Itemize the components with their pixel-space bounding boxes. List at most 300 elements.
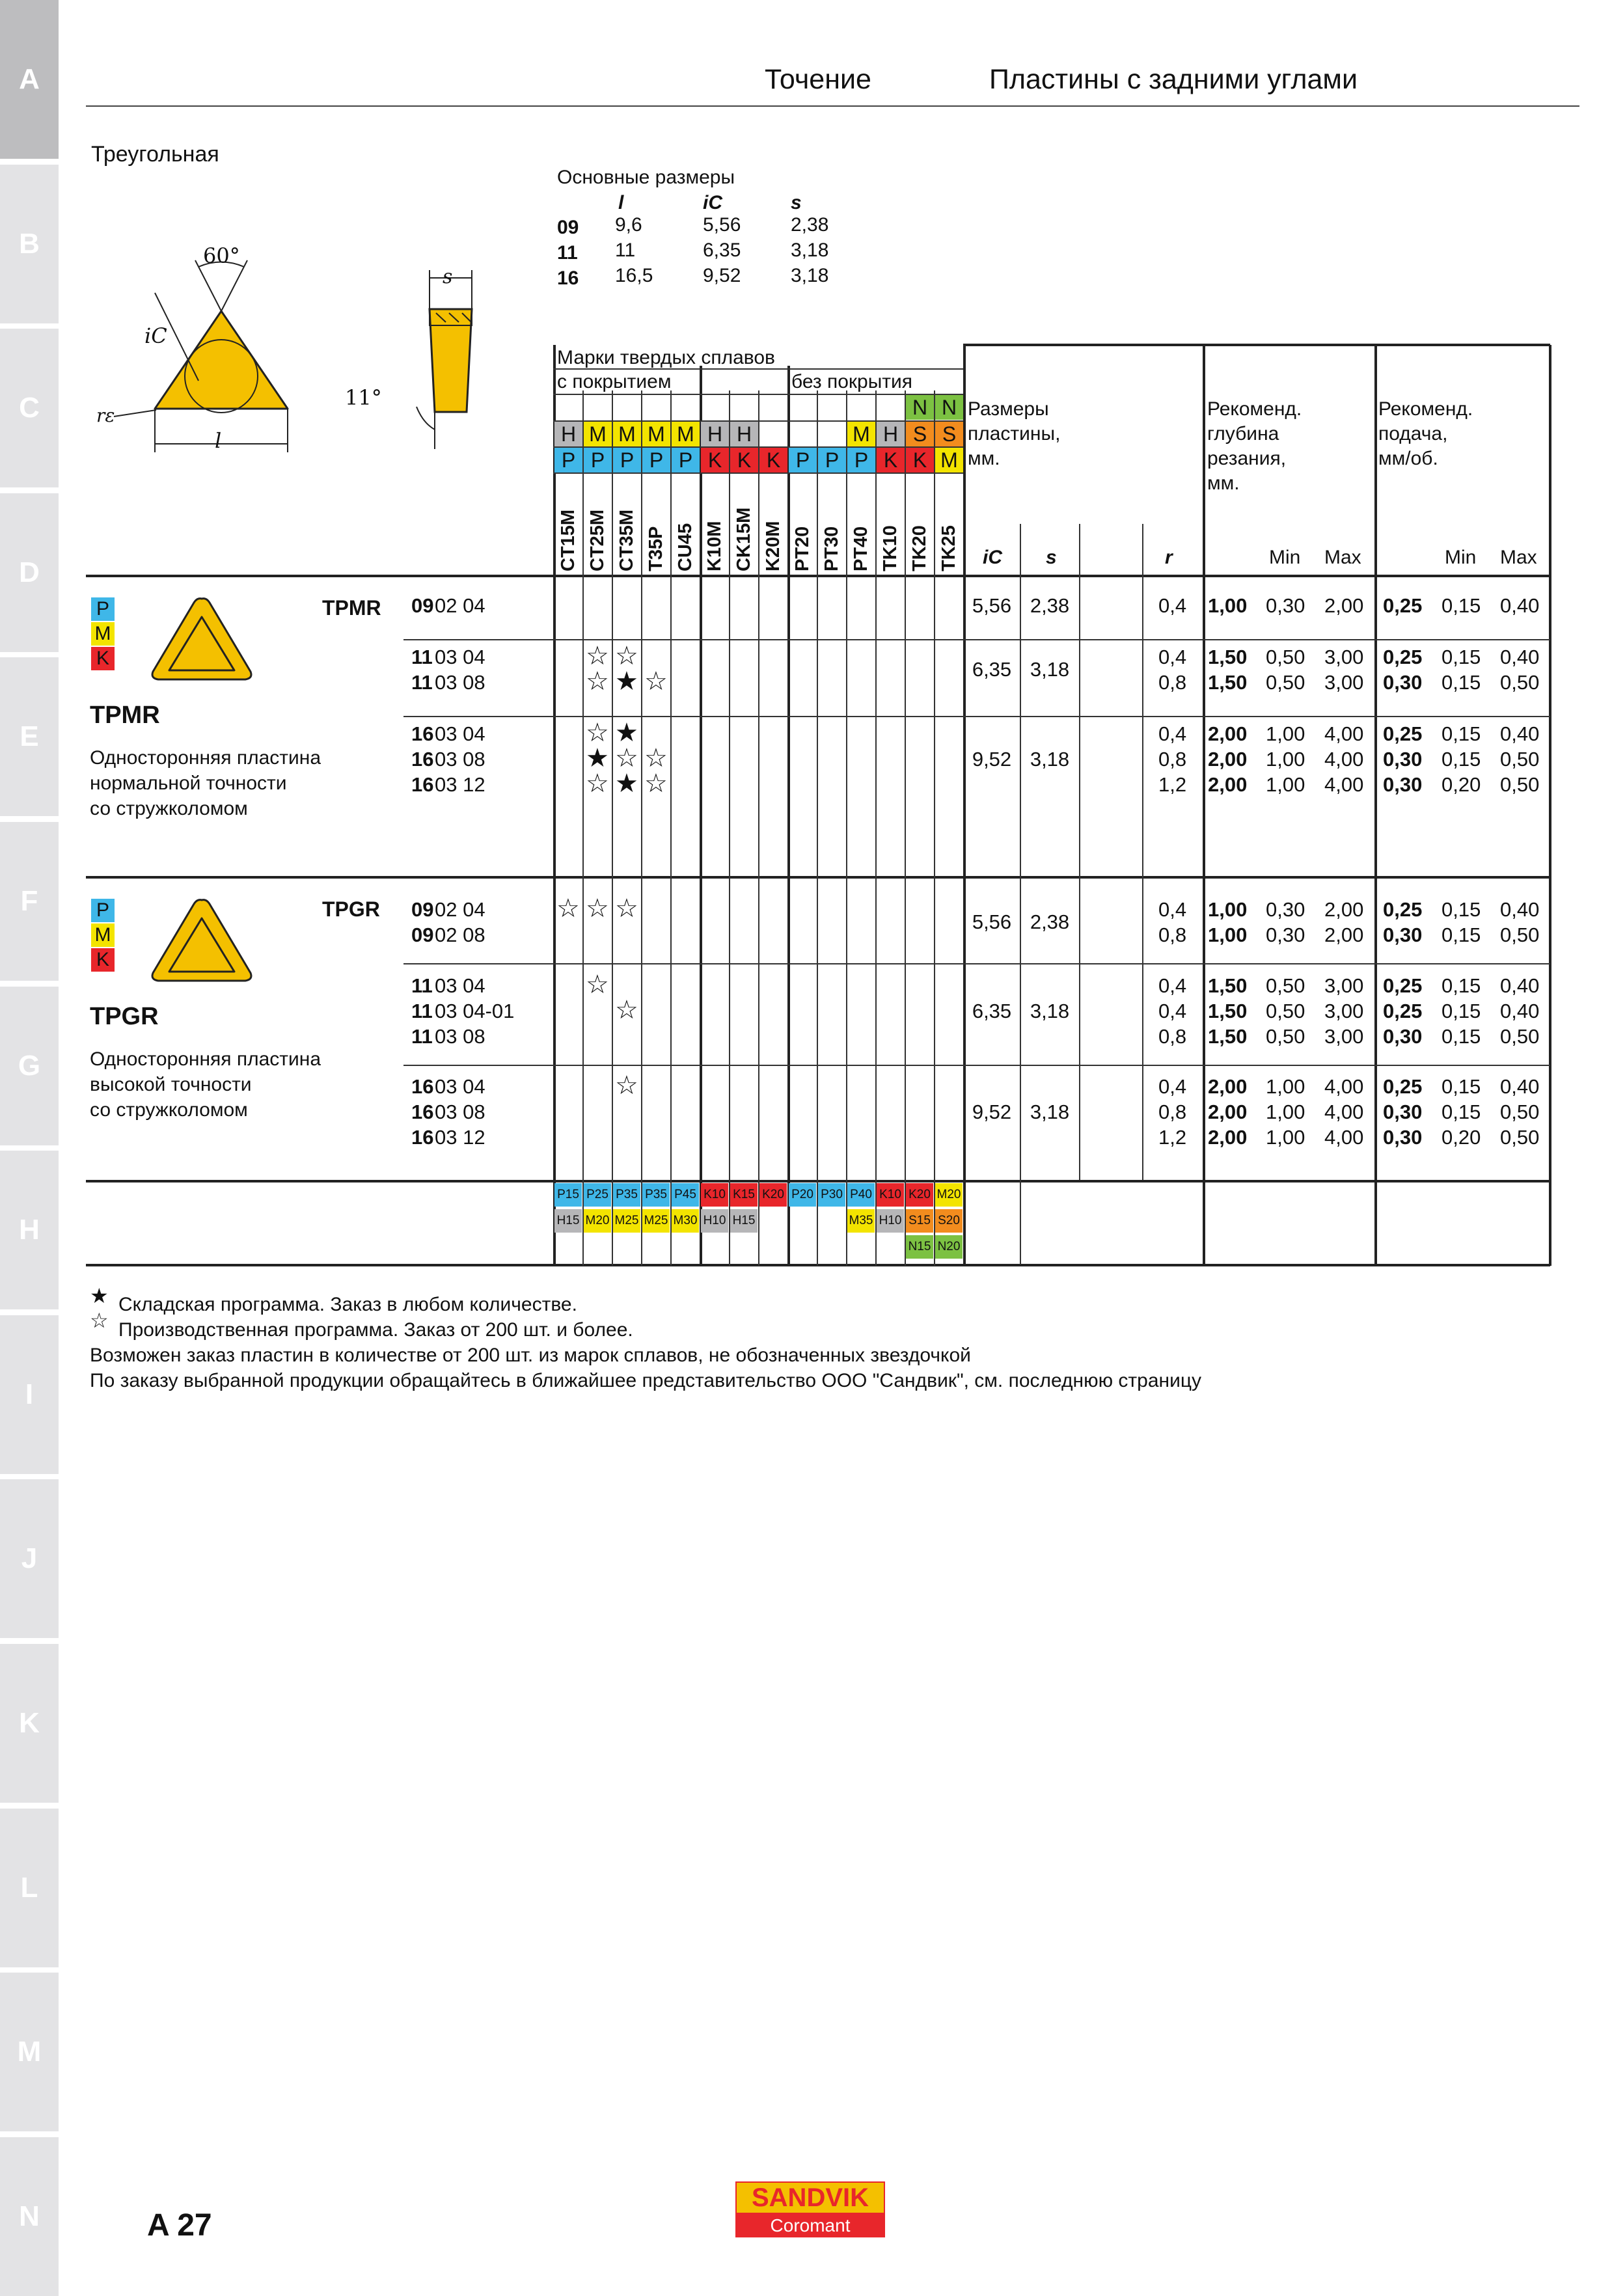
iso-badge-m: M	[91, 622, 115, 646]
corner-radius: 0,4	[1158, 898, 1187, 921]
insert-size-code: 03 04-01	[435, 1000, 515, 1022]
insert-size-code: 02 08	[435, 923, 485, 946]
depth-min-header: Min	[1269, 547, 1301, 568]
depth-min: 1,00	[1266, 1075, 1305, 1098]
side-tab-m: M	[0, 1973, 59, 2131]
size-s: 3,18	[1030, 747, 1070, 771]
side-tab-c: C	[0, 329, 59, 487]
depth-min: 0,30	[1266, 594, 1305, 617]
feed-recommended: 0,25	[1383, 646, 1423, 668]
depth-min: 1,00	[1266, 1126, 1305, 1149]
header-bottom-line	[86, 575, 1550, 577]
grade-code-cell: H10	[877, 1209, 904, 1233]
feed-recommended: 0,25	[1383, 1000, 1423, 1022]
depth-min: 0,50	[1266, 671, 1305, 694]
corner-radius: 0,8	[1158, 748, 1187, 771]
depth-recommended: 1,50	[1208, 1025, 1248, 1048]
star-outline-icon: ☆	[586, 642, 609, 670]
depth-recommended: 1,00	[1208, 898, 1248, 921]
grade-name: CT35M	[616, 509, 637, 571]
logo-brand: SANDVIK	[735, 2181, 885, 2214]
star-outline-icon: ☆	[586, 718, 609, 747]
iso-badge-k: K	[91, 948, 115, 972]
grades-title: Марки твердых сплавов	[557, 347, 775, 368]
side-tab-d: D	[0, 493, 59, 652]
grade-col-line	[612, 390, 613, 1266]
feed-max: 0,50	[1500, 748, 1540, 771]
depth-recommended: 2,00	[1208, 773, 1248, 796]
l-label: l	[215, 428, 222, 453]
grade-col-line	[875, 390, 877, 1266]
grade-code-cell: S20	[935, 1209, 963, 1233]
depth-max: 4,00	[1324, 1126, 1364, 1149]
feed-max: 0,50	[1500, 1100, 1540, 1123]
insert-size-prefix: 11	[411, 646, 433, 668]
size-s: 2,38	[1030, 594, 1070, 617]
corner-radius: 0,4	[1158, 1000, 1187, 1022]
group-separator	[403, 963, 1550, 964]
feed-max: 0,50	[1500, 671, 1540, 694]
feed-max: 0,40	[1500, 594, 1540, 617]
dims-ic: 6,35	[703, 239, 741, 261]
iso-badge-p: P	[91, 597, 115, 621]
depth-max: 4,00	[1324, 1100, 1364, 1123]
depth-max: 2,00	[1324, 923, 1364, 946]
sandvik-logo	[735, 2181, 885, 2237]
star-outline-icon: ☆	[615, 744, 638, 772]
insert-size-prefix: 11	[411, 1025, 433, 1048]
grade-code-cell: M25	[613, 1209, 640, 1233]
depth-min: 1,00	[1266, 773, 1305, 796]
iso-cell-m: M	[672, 422, 700, 446]
dims-ic: 9,52	[703, 265, 741, 286]
grade-code-cell: P35	[613, 1183, 640, 1207]
grade-col-line	[582, 390, 584, 1266]
feed-min: 0,15	[1441, 898, 1481, 921]
dims-code: 16	[557, 267, 579, 289]
iso-cell-s: S	[906, 422, 934, 446]
iso-cell-h: H	[877, 422, 905, 446]
col-s-header: s	[1046, 547, 1057, 568]
insert-size-prefix: 09	[411, 594, 434, 617]
grade-code-cell: S15	[906, 1209, 933, 1233]
corner-radius: 0,4	[1158, 646, 1187, 668]
grade-code-cell: M30	[672, 1209, 699, 1233]
feed-max: 0,40	[1500, 646, 1540, 668]
feed-recommended: 0,25	[1383, 594, 1423, 617]
feed-min-header: Min	[1445, 547, 1477, 568]
grade-col-line	[729, 390, 730, 1266]
feed-recommended: 0,25	[1383, 1075, 1423, 1098]
grade-code-cell: K15	[730, 1183, 758, 1207]
iso-cell-k: K	[730, 448, 758, 472]
side-tab-j: J	[0, 1479, 59, 1638]
side-tab-i: I	[0, 1315, 59, 1474]
col-ic-header: iC	[983, 547, 1002, 568]
star-outline-icon: ☆	[615, 1071, 638, 1100]
grade-code-cell: N15	[906, 1235, 933, 1259]
feed-min: 0,20	[1441, 1126, 1481, 1149]
depth-recommended: 1,00	[1208, 923, 1248, 946]
corner-radius: 0,4	[1158, 594, 1187, 617]
dims-s: 2,38	[791, 214, 829, 236]
corner-radius: 0,4	[1158, 722, 1187, 745]
grade-name: CT15M	[558, 509, 579, 571]
grade-name: K10M	[704, 521, 725, 571]
grade-col-line	[787, 366, 790, 1266]
grade-code-cell: K20	[906, 1183, 933, 1207]
iso-cell-h: H	[554, 422, 582, 446]
iso-cell-m: M	[613, 422, 641, 446]
depth-min: 1,00	[1266, 722, 1305, 745]
iso-cell-m: M	[642, 422, 670, 446]
depth-recommended: 1,50	[1208, 671, 1248, 694]
star-filled-icon: ★	[615, 718, 638, 747]
feed-max: 0,40	[1500, 898, 1540, 921]
side-tab-a: A	[0, 0, 59, 159]
insert-size-prefix: 11	[411, 1000, 433, 1022]
product-desc: Односторонняя пластина	[90, 1048, 321, 1070]
grade-col-line	[963, 345, 966, 1266]
star-outline-icon: ☆	[615, 996, 638, 1024]
right-head-top	[963, 344, 1550, 346]
insert-size-code: 02 04	[435, 594, 485, 617]
insert-size-prefix: 16	[411, 722, 434, 745]
depth-max: 2,00	[1324, 898, 1364, 921]
insert-icon	[146, 592, 257, 690]
grade-name: PT30	[821, 526, 842, 571]
side-tabs	[0, 0, 59, 2283]
size-s: 3,18	[1030, 1100, 1070, 1123]
feed-max: 0,50	[1500, 1126, 1540, 1149]
ic-label: iC	[144, 323, 167, 348]
note-line4: По заказу выбранной продукции обращайтесь в ближайшее представительство ООО "Сандвик", см. последнюю страницу	[90, 1370, 1202, 1391]
grade-code-cell: M20	[935, 1183, 963, 1207]
grade-col-line	[553, 345, 556, 1266]
insert-size-code: 03 08	[435, 1025, 485, 1048]
logo-sub: Coromant	[735, 2214, 885, 2237]
star-outline-icon: ☆	[556, 894, 580, 923]
star-outline-icon: ☆	[586, 769, 609, 798]
group-separator	[403, 716, 1550, 717]
insert-size-code: 02 04	[435, 898, 485, 921]
size-col-line	[1020, 1180, 1021, 1264]
size-s: 3,18	[1030, 999, 1070, 1022]
feed-min: 0,15	[1441, 594, 1481, 617]
side-view-diagram	[338, 257, 508, 452]
depth-max: 4,00	[1324, 748, 1364, 771]
grades-title-line	[553, 368, 963, 370]
depth-recommended: 1,50	[1208, 1000, 1248, 1022]
feed-max: 0,40	[1500, 722, 1540, 745]
table-bottom-line	[86, 1264, 1550, 1266]
side-tab-h: H	[0, 1151, 59, 1309]
depth-min: 0,50	[1266, 974, 1305, 997]
feed-header: Рекоменд.	[1378, 398, 1473, 420]
iso-cell-m: M	[584, 422, 612, 446]
depth-min: 1,00	[1266, 1100, 1305, 1123]
product-code: TPMR	[322, 596, 381, 620]
star-filled-icon: ★	[615, 667, 638, 696]
product-name: TPGR	[90, 1003, 159, 1030]
grade-col-line	[905, 390, 906, 1266]
feed-max-header: Max	[1500, 547, 1537, 568]
feed-recommended: 0,25	[1383, 974, 1423, 997]
size-col-line	[1020, 524, 1021, 1180]
corner-radius: 0,8	[1158, 923, 1187, 946]
dims-l: 9,6	[615, 214, 642, 236]
grade-code-cell: M20	[584, 1209, 611, 1233]
feed-min: 0,15	[1441, 1100, 1481, 1123]
grade-name: T35P	[646, 526, 666, 571]
depth-max: 3,00	[1324, 974, 1364, 997]
iso-cell-h: H	[701, 422, 729, 446]
group-separator	[403, 1065, 1550, 1066]
feed-min: 0,15	[1441, 974, 1481, 997]
angle-11-label: 11°	[345, 385, 382, 410]
grade-code-cell: P25	[584, 1183, 611, 1207]
grade-col-line	[641, 390, 642, 1266]
feed-max: 0,40	[1500, 1000, 1540, 1022]
grade-name: TK20	[909, 525, 930, 571]
footer-top-line	[86, 1180, 1550, 1182]
iso-badge-p: P	[91, 899, 115, 922]
star-outline-icon: ☆	[644, 744, 668, 772]
depth-max: 4,00	[1324, 773, 1364, 796]
dims-header-0: l	[618, 192, 624, 213]
grade-code-cell: K20	[759, 1183, 787, 1207]
star-filled-icon: ★	[586, 744, 609, 772]
insert-size-prefix: 16	[411, 773, 434, 796]
dims-s: 3,18	[791, 265, 829, 286]
size-ic: 9,52	[972, 747, 1012, 771]
grade-code-cell: M35	[847, 1209, 875, 1233]
grade-code-cell: H10	[701, 1209, 728, 1233]
corner-radius: 1,2	[1158, 1126, 1187, 1149]
grade-col-line	[758, 390, 759, 1266]
iso-cell-k: K	[877, 448, 905, 472]
iso-line	[553, 472, 963, 474]
iso-cell-p: P	[789, 448, 817, 472]
grade-code-cell: H15	[554, 1209, 582, 1233]
iso-cell-p: P	[672, 448, 700, 472]
grade-code-cell: K10	[701, 1183, 728, 1207]
size-ic: 5,56	[972, 910, 1012, 933]
insert-size-code: 03 08	[435, 671, 485, 694]
side-tab-f: F	[0, 822, 59, 981]
side-tab-b: B	[0, 165, 59, 323]
iso-cell-s: S	[935, 422, 963, 446]
feed-min: 0,15	[1441, 1075, 1481, 1098]
grade-name: PT40	[851, 526, 871, 571]
depth-header: Рекоменд.	[1207, 398, 1302, 420]
depth-max: 4,00	[1324, 722, 1364, 745]
grade-code-cell: P30	[818, 1183, 845, 1207]
grade-code-cell: M25	[642, 1209, 670, 1233]
feed-header: мм/об.	[1378, 448, 1438, 469]
dims-ic: 5,56	[703, 214, 741, 236]
iso-line	[553, 446, 963, 448]
depth-max: 3,00	[1324, 646, 1364, 668]
insert-size-prefix: 16	[411, 1075, 434, 1098]
insert-size-code: 03 08	[435, 1100, 485, 1123]
group-col-line	[1203, 345, 1205, 1266]
feed-min: 0,15	[1441, 646, 1481, 668]
depth-max: 3,00	[1324, 1000, 1364, 1022]
depth-recommended: 2,00	[1208, 722, 1248, 745]
feed-recommended: 0,30	[1383, 1126, 1423, 1149]
depth-max: 4,00	[1324, 1075, 1364, 1098]
insert-size-prefix: 09	[411, 923, 434, 946]
size-ic: 6,35	[972, 999, 1012, 1022]
product-code: TPGR	[322, 897, 380, 921]
r-label: rε	[96, 405, 115, 426]
iso-cell-n: N	[906, 395, 934, 420]
insert-size-code: 03 04	[435, 974, 485, 997]
feed-recommended: 0,25	[1383, 722, 1423, 745]
grade-col-line	[934, 390, 935, 1266]
insert-size-prefix: 16	[411, 1100, 434, 1123]
corner-radius: 0,8	[1158, 671, 1187, 694]
depth-recommended: 2,00	[1208, 1075, 1248, 1098]
product-desc: нормальной точности	[90, 772, 287, 794]
feed-recommended: 0,25	[1383, 898, 1423, 921]
insert-size-code: 03 12	[435, 1126, 485, 1149]
grade-name: CU45	[675, 523, 696, 571]
dims-s: 3,18	[791, 239, 829, 261]
star-outline-icon: ☆	[644, 769, 668, 798]
insert-size-prefix: 16	[411, 748, 434, 771]
depth-header: мм.	[1207, 472, 1240, 494]
feed-recommended: 0,30	[1383, 1100, 1423, 1123]
depth-header: резания,	[1207, 448, 1287, 469]
grade-name: CT25M	[587, 509, 608, 571]
depth-header: глубина	[1207, 423, 1279, 444]
iso-badge-m: M	[91, 923, 115, 947]
group-separator	[403, 639, 1550, 640]
size-ic: 9,52	[972, 1100, 1012, 1123]
side-tab-g: G	[0, 987, 59, 1145]
star-outline-icon: ☆	[90, 1309, 109, 1332]
note-production: Производственная программа. Заказ от 200 шт. и более.	[118, 1319, 633, 1341]
main-dims-title: Основные размеры	[557, 167, 735, 188]
depth-min: 0,30	[1266, 898, 1305, 921]
depth-min: 1,00	[1266, 748, 1305, 771]
feed-min: 0,15	[1441, 1025, 1481, 1048]
depth-recommended: 1,00	[1208, 594, 1248, 617]
size-header: Размеры	[968, 398, 1049, 420]
page-number: A 27	[147, 2208, 212, 2243]
depth-recommended: 2,00	[1208, 1100, 1248, 1123]
grade-code-cell: P15	[554, 1183, 582, 1207]
depth-max-header: Max	[1324, 547, 1361, 568]
feed-recommended: 0,30	[1383, 748, 1423, 771]
depth-max: 2,00	[1324, 594, 1364, 617]
iso-cell-p: P	[847, 448, 875, 472]
size-header: пластины,	[968, 423, 1061, 444]
iso-cell-n: N	[935, 395, 963, 420]
product-desc: Односторонняя пластина	[90, 747, 321, 769]
feed-recommended: 0,30	[1383, 773, 1423, 796]
iso-cell-p: P	[613, 448, 641, 472]
depth-max: 3,00	[1324, 1025, 1364, 1048]
grade-code-cell: K10	[877, 1183, 904, 1207]
star-filled-icon: ★	[615, 769, 638, 798]
size-s: 2,38	[1030, 910, 1070, 933]
dims-l: 11	[615, 239, 636, 261]
grade-col-line	[846, 390, 847, 1266]
grade-code-cell: P35	[642, 1183, 670, 1207]
coated-label: с покрытием	[557, 371, 672, 392]
note-line3: Возможен заказ пластин в количестве от 200 шт. из марок сплавов, не обозначенных звездочкой	[90, 1345, 971, 1366]
grade-name: TK25	[938, 525, 959, 571]
insert-icon	[146, 894, 257, 991]
grade-code-cell: H15	[730, 1209, 758, 1233]
star-outline-icon: ☆	[586, 970, 609, 999]
depth-recommended: 1,50	[1208, 974, 1248, 997]
subsection-title: Пластины с задними углами	[989, 64, 1358, 95]
iso-cell-p: P	[554, 448, 582, 472]
iso-cell-k: K	[701, 448, 729, 472]
depth-max: 3,00	[1324, 671, 1364, 694]
product-desc: со стружколомом	[90, 1099, 248, 1121]
insert-size-prefix: 11	[411, 671, 433, 694]
insert-size-code: 03 08	[435, 748, 485, 771]
feed-max: 0,40	[1500, 974, 1540, 997]
depth-min: 0,50	[1266, 646, 1305, 668]
star-outline-icon: ☆	[644, 667, 668, 696]
depth-min: 0,50	[1266, 1025, 1305, 1048]
depth-min: 0,50	[1266, 1000, 1305, 1022]
feed-min: 0,15	[1441, 923, 1481, 946]
size-col-line	[1142, 524, 1143, 1180]
feed-header: подача,	[1378, 423, 1448, 444]
feed-min: 0,20	[1441, 773, 1481, 796]
angle-60-label: 60°	[203, 243, 240, 268]
star-outline-icon: ☆	[615, 642, 638, 670]
iso-cell-p: P	[818, 448, 846, 472]
depth-recommended: 1,50	[1208, 646, 1248, 668]
grade-code-cell: N20	[935, 1235, 963, 1259]
grade-col-line	[700, 366, 702, 1266]
section-title: Точение	[765, 64, 871, 95]
feed-max: 0,50	[1500, 923, 1540, 946]
side-tab-l: L	[0, 1809, 59, 1967]
iso-cell-k: K	[759, 448, 787, 472]
insert-size-prefix: 09	[411, 898, 434, 921]
grade-name: PT20	[792, 526, 813, 571]
dims-l: 16,5	[615, 265, 653, 286]
insert-size-code: 03 04	[435, 646, 485, 668]
size-ic: 6,35	[972, 658, 1012, 681]
star-outline-icon: ☆	[615, 894, 638, 923]
table-right-line	[1549, 345, 1551, 1266]
dims-code: 09	[557, 217, 579, 238]
shape-title: Треугольная	[91, 142, 219, 167]
corner-radius: 1,2	[1158, 773, 1187, 796]
corner-radius: 0,8	[1158, 1025, 1187, 1048]
feed-recommended: 0,30	[1383, 1025, 1423, 1048]
depth-recommended: 2,00	[1208, 1126, 1248, 1149]
coated-line	[553, 394, 963, 395]
grade-code-cell: P45	[672, 1183, 699, 1207]
feed-min: 0,15	[1441, 748, 1481, 771]
feed-max: 0,40	[1500, 1075, 1540, 1098]
grade-name: CK15M	[733, 507, 754, 571]
dims-header-2: s	[791, 192, 802, 213]
grade-code-cell: P20	[789, 1183, 816, 1207]
star-outline-icon: ☆	[586, 894, 609, 923]
